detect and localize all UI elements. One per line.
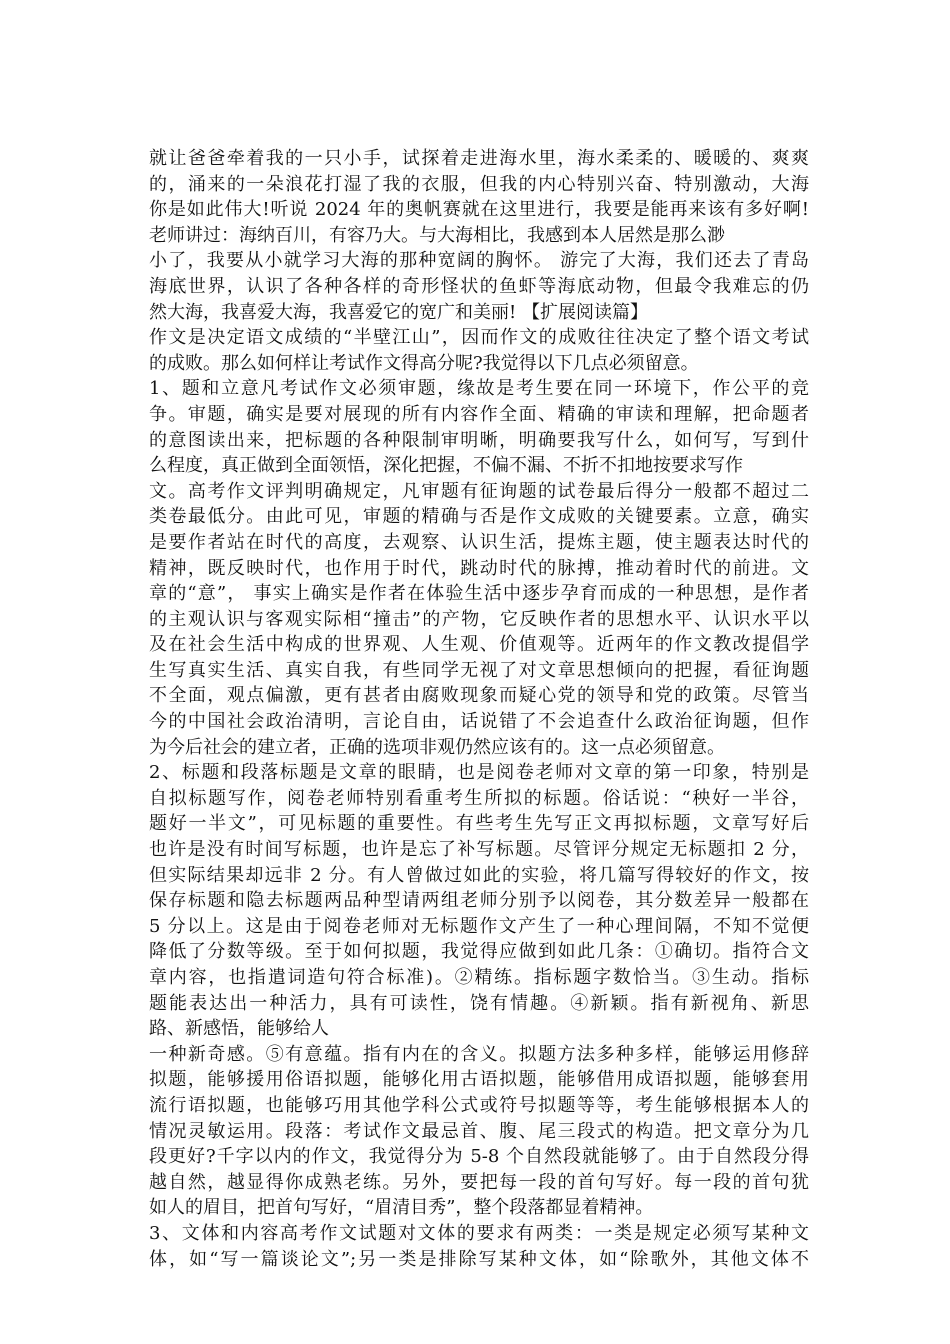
text-line: 路、新感悟，能够给人	[149, 1018, 329, 1040]
text-line: 生写真实生活、真实自我，有些同学无视了对文章思想倾向的把握，看征询题	[149, 659, 809, 681]
text-line: 的意图读出来，把标题的各种限制审明晰，明确要我写什么，如何写，写到什	[149, 429, 809, 451]
text-line: 也许是没有时间写标题，也许是忘了补写标题。尽管评分规定无标题扣 2 分，	[149, 839, 809, 861]
text-line: 不全面，观点偏激，更有甚者由腐败现象而疑心党的领导和党的政策。尽管当	[149, 685, 809, 707]
text-line: 就让爸爸牵着我的一只小手，试探着走进海水里，海水柔柔的、暖暖的、爽爽	[149, 148, 809, 169]
text-line: 体，如“写一篇谈论文”;另一类是排除写某种文体，如“除歌外，其他文体不	[149, 1248, 809, 1270]
text-line: 如人的眉目，把首句写好，“眉清目秀”，整个段落都显着精神。	[149, 1197, 654, 1219]
text-line: 题好一半文”，可见标题的重要性。有些考生先写正文再拟标题，文章写好后	[149, 813, 809, 835]
text-line: 越自然，越显得你成熟老练。另外，要把每一段的首句写好。每一段的首句犹	[149, 1171, 809, 1193]
text-line: 1、题和立意凡考试作文必须审题，缘故是考生要在同一环境下，作公平的竞	[149, 378, 809, 400]
text-line: 的成败。那么如何样让考试作文得高分呢?我觉得以下几点必须留意。	[149, 352, 699, 374]
text-line: 保存标题和隐去标题两品种型请两组老师分别予以阅卷，其分数差异一般都在	[149, 890, 809, 912]
text-line: 的主观认识与客观实际相“撞击”的产物，它反映作者的思想水平、认识水平以	[149, 608, 809, 630]
text-line: 3、文体和内容高考作文试题对文体的要求有两类：一类是规定必须写某种文	[149, 1222, 809, 1244]
text-line: 一种新奇感。⑤有意蕴。指有内在的含义。拟题方法多种多样，能够运用修辞	[149, 1043, 809, 1065]
text-line: 精神，既反映时代，也作用于时代，跳动时代的脉搏，推动着时代的前进。文	[149, 557, 809, 579]
text-line: 文。高考作文评判明确规定，凡审题有征询题的试卷最后得分一般都不超过二	[149, 480, 809, 502]
text-line: 么程度，真正做到全面领悟，深化把握，不偏不漏、不折不扣地按要求写作	[149, 455, 743, 477]
text-line: 章的“意”， 事实上确实是作者在体验生活中逐步孕育而成的一种思想，是作者	[149, 583, 809, 605]
text-line: 但实际结果却远非 2 分。有人曾做过如此的实验，将几篇写得较好的作文，按	[149, 864, 809, 886]
text-line: 段更好?千字以内的作文，我觉得分为 5-8 个自然段就能够了。由于自然段分得	[149, 1146, 809, 1168]
text-line: 的，涌来的一朵浪花打湿了我的衣服，但我的内心特别兴奋、特别激动，大海	[149, 173, 809, 195]
text-line: 类卷最低分。由此可见，审题的精确与否是作文成败的关键要素。立意，确实	[149, 506, 809, 528]
text-line: 自拟标题写作，阅卷老师特别看重考生所拟的标题。俗话说：“秧好一半谷，	[149, 787, 809, 809]
text-line: 章内容，也指遣词造句符合标准)。②精练。指标题字数恰当。③生动。指标	[149, 967, 809, 988]
text-line: 老师讲过：海纳百川，有容乃大。与大海相比，我感到本人居然是那么渺	[149, 224, 725, 246]
text-line: 作文是决定语文成绩的“半壁江山”，因而作文的成败往往决定了整个语文考试	[149, 327, 809, 349]
text-line: 降低了分数等级。至于如何拟题，我觉得应做到如此几条：①确切。指符合文	[149, 941, 809, 963]
text-line: 小了，我要从小就学习大海的那种宽阔的胸怀。 游完了大海，我们还去了青岛	[149, 250, 809, 272]
text-line: 拟题，能够援用俗语拟题，能够化用古语拟题，能够借用成语拟题，能够套用	[149, 1069, 809, 1091]
text-line: 5 分以上。这是由于阅卷老师对无标题作文产生了一种心理间隔，不知不觉便	[149, 915, 809, 937]
text-line: 为今后社会的建立者，正确的选项非观仍然应该有的。这一点必须留意。	[149, 736, 725, 758]
text-line: 题能表达出一种活力，具有可读性，饶有情趣。④新颖。指有新视角、新思	[149, 992, 809, 1014]
text-line: 争。审题，确实是要对展现的所有内容作全面、精确的审读和理解，把命题者	[149, 403, 809, 425]
text-line: 然大海，我喜爱大海，我喜爱它的宽广和美丽! 【扩展阅读篇】	[149, 301, 648, 323]
document-body	[149, 146, 809, 1272]
text-line: 海底世界，认识了各种各样的奇形怪状的鱼虾等海底动物，但最令我难忘的仍	[149, 275, 809, 297]
text-line: 流行语拟题，也能够巧用其他学科公式或符号拟题等等，考生能够根据本人的	[149, 1094, 809, 1116]
text-line: 情况灵敏运用。段落：考试作文最忌首、腹、尾三段式的构造。把文章分为几	[149, 1120, 809, 1142]
text-line: 及在社会生活中构成的世界观、人生观、价值观等。近两年的作文教改提倡学	[149, 634, 809, 656]
text-line: 2、标题和段落标题是文章的眼睛，也是阅卷老师对文章的第一印象，特别是	[149, 762, 809, 784]
text-line: 今的中国社会政治清明，言论自由，话说错了不会追查什么政治征询题，但作	[149, 711, 809, 733]
text-line: 你是如此伟大!听说 2024 年的奥帆赛就在这里进行，我要是能再来该有多好啊!	[149, 199, 809, 221]
text-line: 是要作者站在时代的高度，去观察、认识生活，提炼主题，使主题表达时代的	[149, 531, 809, 553]
